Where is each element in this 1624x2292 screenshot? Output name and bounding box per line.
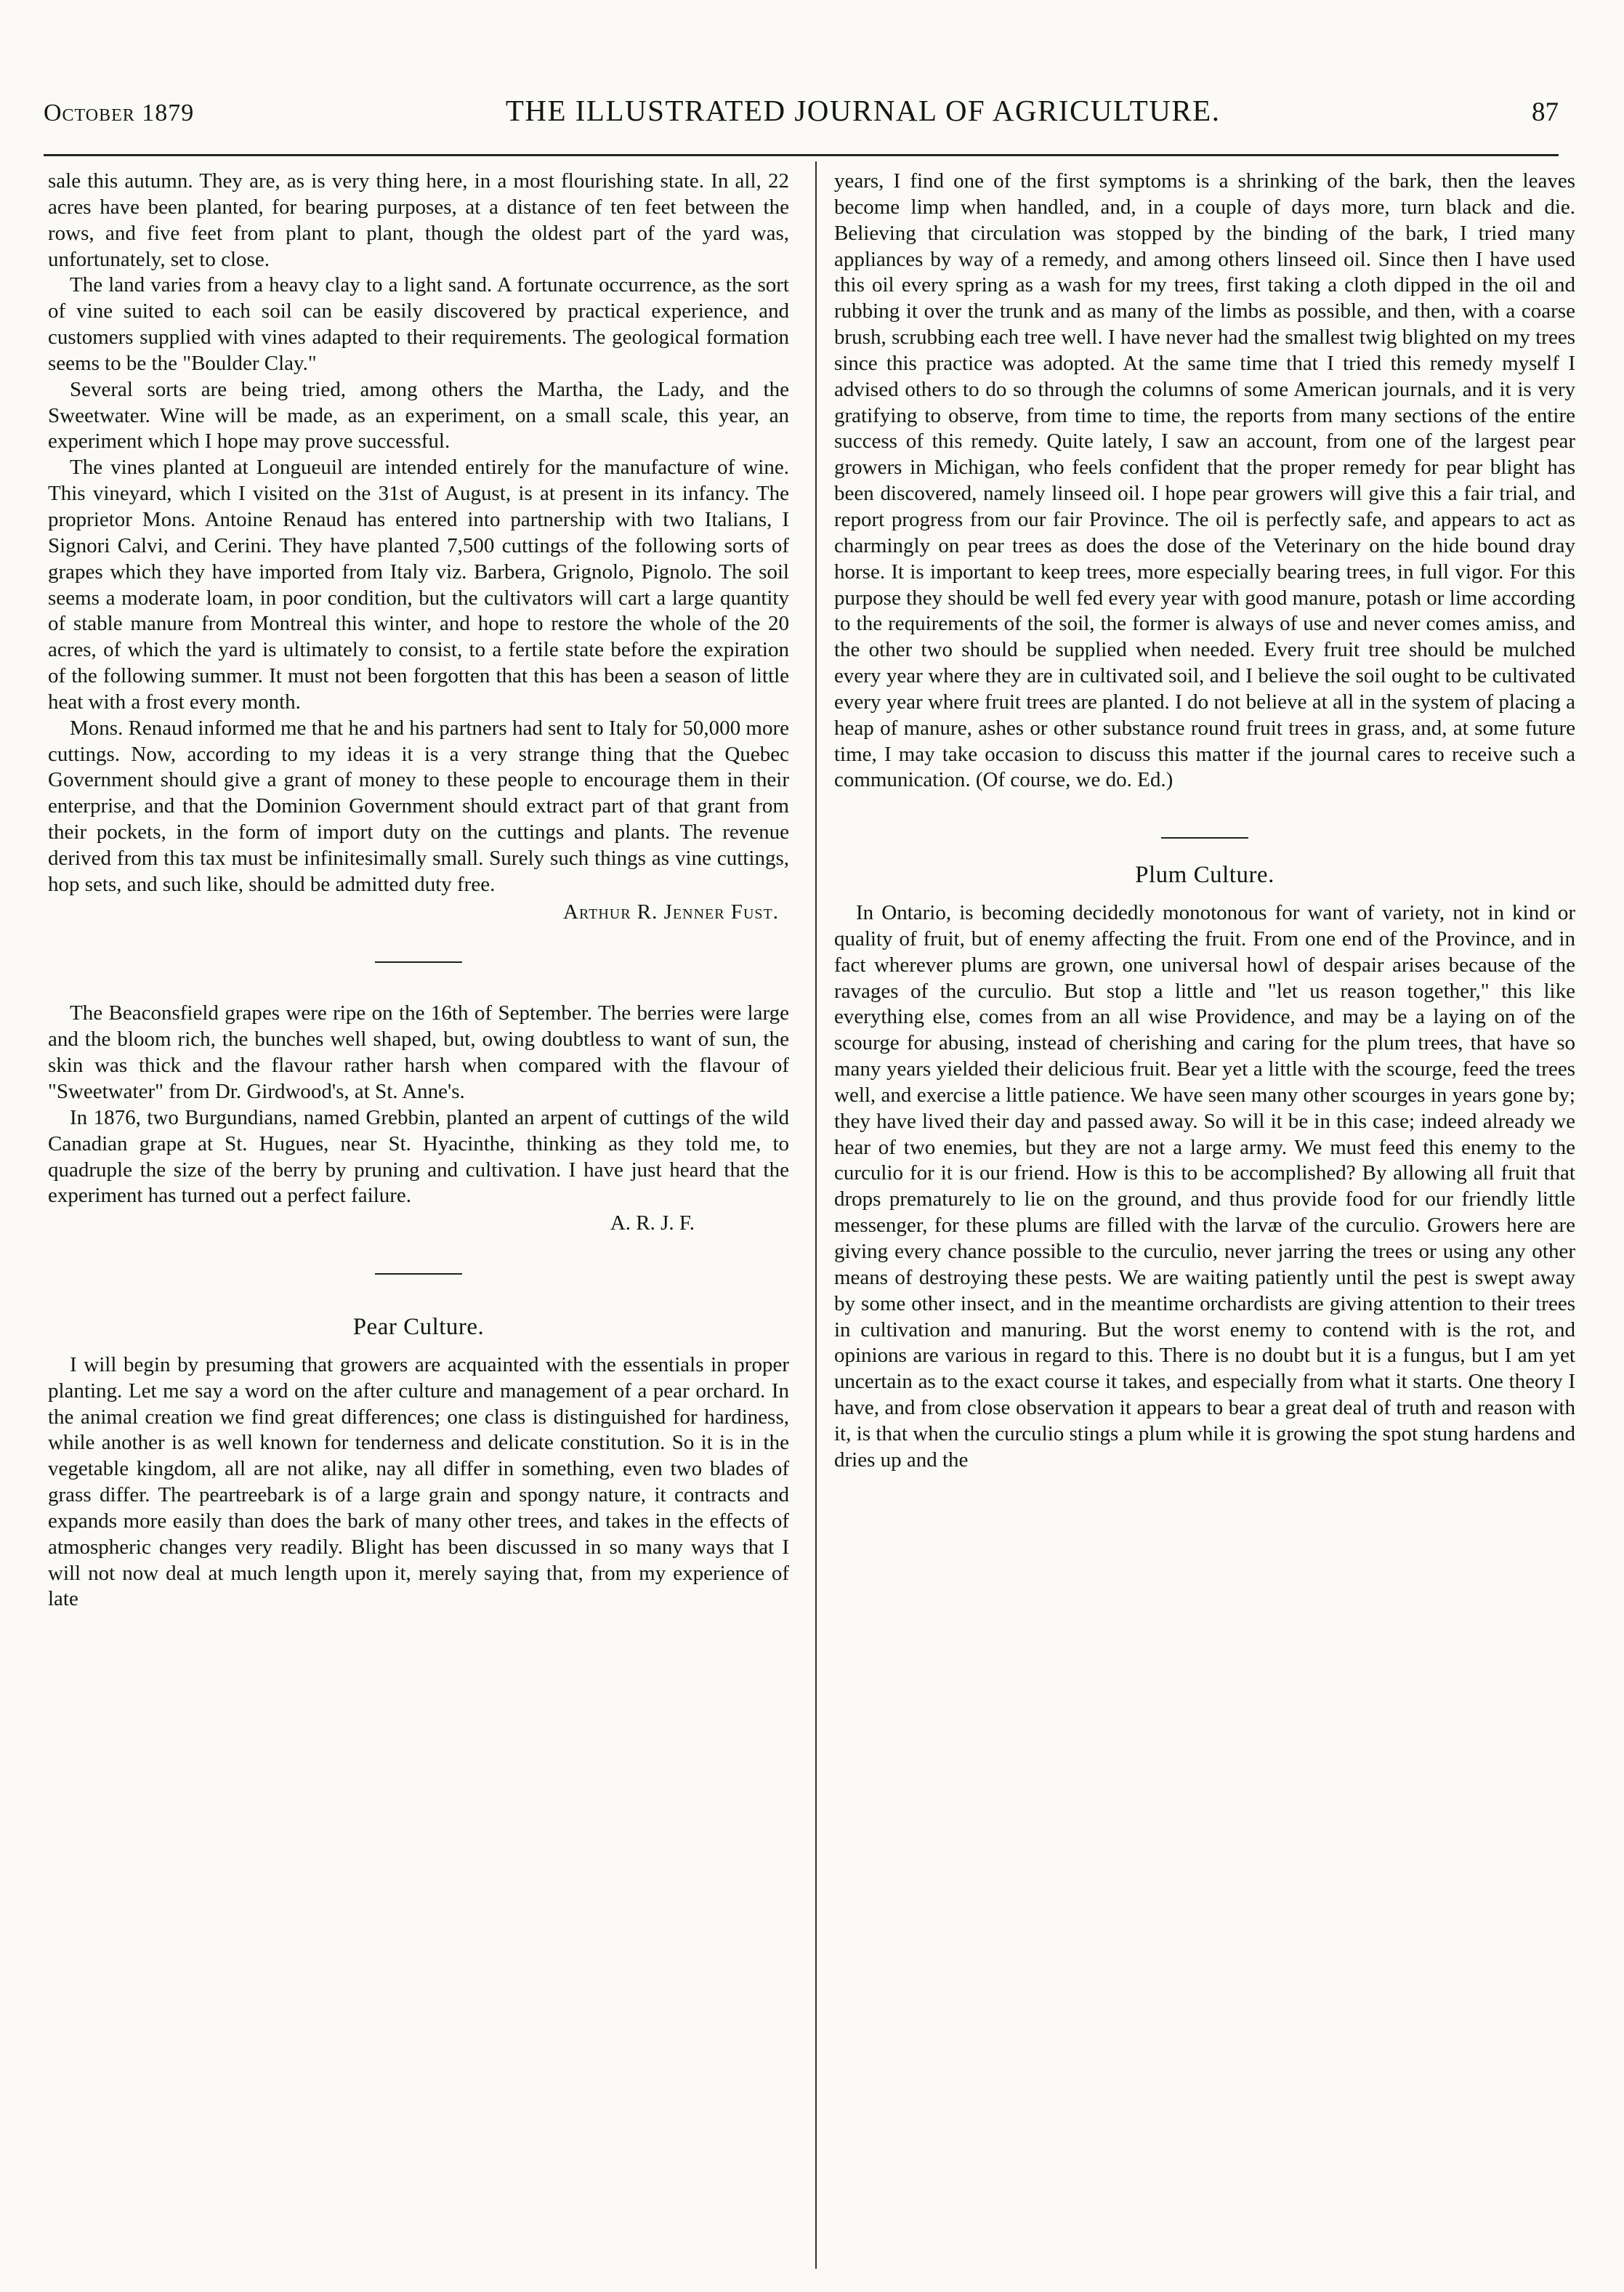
right-column [834, 169, 1575, 2269]
vineyard-paragraph: The land varies from a heavy clay to a light sand. A fortunate occurrence, as the sort of vine suited to each soil can be easily discovered by practical experience, and customers supplied with vines adapted to their requirements. The geological formation seems to be the "Boulder Clay." [48, 273, 789, 375]
pear-paragraph: I will begin by presuming that growers are acquainted with the essentials in proper planting. Let me say a word on the after culture and management of a pear orchard. In the animal creation we find great differences; one class is distinguished for hardiness, while another is as well known for tenderness and delicate constitution. So it is in the vegetable kingdom, all are not alike, nay all differ in something, even two blades of grass differ. The peartreebark is of a large grain and spongy nature, it contracts and expands more easily than does the bark of many other trees, and takes in the effects of atmospheric changes very readily. Blight has been discussed in so many ways that I will not now deal at much length upon it, merely saying that, from my experience of late [48, 1352, 789, 1611]
section-rule [375, 1273, 462, 1275]
grape-note-paragraph: In 1876, two Burgundians, named Grebbin, planted an arpent of cuttings of the wild Canadian grape at St. Hugues, near St. Hyacinthe, thinking as they told me, to quadruple the size of the berry by pruning and cultivation. I have just heard that the experiment has turned out a perfect failure. [48, 1105, 789, 1208]
vineyard-paragraph: Several sorts are being tried, among others the Martha, the Lady, and the Sweetwater. Wine will be made, as an experiment, on a small scale, this year, an experiment which I hope may prove successful. [48, 377, 789, 453]
header-date: October 1879 [44, 100, 195, 126]
pear-paragraph-continued: years, I find one of the first symptoms is a shrinking of the bark, then the leaves become limp when handled, and, in a couple of days more, turn black and die. Believing that circulation was stopped by the binding of the bark, I tried many appliances by way of a remedy, and among others linseed oil. Since then I have used this oil every spring as a wash for my trees, first taking a cloth dipped in the oil and rubbing it over the trunk and as many of the limbs as possible, and then, with a coarse brush, scrubbing each tree well. I have never had the smallest twig blighted on my trees since this practice was adopted. At the same time that I tried this remedy myself I advised others to do so through the columns of some American journals, and it is very gratifying to observe, from time to time, the reports from many sections of the entire success of this remedy. Quite lately, I saw an account, from one of the largest pear growers in Michigan, who feels confident that the proper remedy for pear blight has been discovered, namely linseed oil. I hope pear growers will give this a fair trial, and report progress from our fair Province. The oil is perfectly safe, and appears to act as charmingly on pear trees as does the dose of the Veterinary on the hide bound dray horse. It is important to keep trees, more especially bearing trees, in full vigor. For this purpose they should be well fed every year with good manure, potash or lime according to the requirements of the soil, the former is always of use and never comes amiss, and the other two should be supplied when needed. Every fruit tree should be mulched every year where they are in cultivated soil, and I believe the soil ought to be cultivated every year where fruit trees are planted. I do not believe at all in the system of placing a heap of manure, ashes or other substance round fruit trees in grass, and, at some future time, I may take occasion to discuss this matter if the journal cares to receive such a communication. (Of course, we do. Ed.) [834, 169, 1575, 792]
section-rule [1161, 837, 1248, 839]
grape-note-paragraph: The Beaconsfield grapes were ripe on the 16th of September. The berries were large and the bloom rich, the bunches well shaped, but, owing doubtless to want of sun, the skin was thick and the flavour rather harsh when compared with the flavour of "Sweetwater" from Dr. Girdwood's, at St. Anne's. [48, 1001, 789, 1103]
left-column [48, 169, 789, 2269]
vineyard-paragraph: sale this autumn. They are, as is very thing here, in a most flourishing state. In all, 22 acres have been planted, for bearing purposes, at a distance of ten feet between the rows, and five feet from plant to plant, though the oldest part of the yard was, unfortunately, set to close. [48, 169, 789, 271]
author-signature: Arthur R. Jenner Fust. [563, 900, 779, 924]
page-number: 87 [1532, 97, 1559, 127]
header-rule [44, 154, 1559, 156]
vineyard-paragraph: Mons. Renaud informed me that he and his partners had sent to Italy for 50,000 more cuttings. Now, according to my ideas it is a very strange thing that the Quebec Government should give a grant of money to these people to encourage them in their enterprise, and that the Dominion Government should extract part of that grant from their pockets, in the form of import duty on the cuttings and plants. The revenue derived from this tax must be infinitesimally small. Surely such things as vine cuttings, hop sets, and such like, should be admitted duty free. [48, 716, 789, 896]
plum-culture-heading: Plum Culture. [1135, 862, 1274, 889]
plum-paragraph: In Ontario, is becoming decidedly monotonous for want of variety, not in kind or quality of fruit, but of enemy affecting the fruit. From one end of the Province, and in fact wherever plums are grown, one universal howl of despair arises because of the ravages of the curculio. But stop a little and "let us reason together," this like everything else, comes from an all wise Providence, and may be a laying on of the scourge for abusing, instead of cherishing and caring for the plum trees, that have so many years yielded their delicious fruit. Bear yet a little with the scourge, feed the trees well, and exercise a little patience. We have seen many other scourges in years gone by; they have lived their day and passed away. So will it be in this case; indeed already we hear of two enemies, but they are not a large army. We must feed this enemy to the curculio for it is our friend. How is this to be accomplished? By allowing all fruit that drops prematurely to lie on the ground, and thus provide food for our friendly little messenger, for these plums are filled with the larvæ of the curculio. Growers here are giving every chance possible to the curculio, never jarring the trees or using any other means of destroying these pests. We are waiting patiently until the pest is swept away by some other insect, and in the meantime orchardists are giving attention to their trees in cultivation and manuring. But the worst enemy to contend with is the rot, and opinions are various in regard to this. There is no doubt but it is a fungus, but I am yet uncertain as to the exact course it takes, and especially from what it starts. One theory I have, and from close observation it appears to bear a great deal of truth and reason with it, is that when the curculio stings a plum while it is growing the spot stung hardens and dries up and the [834, 901, 1575, 1472]
pear-culture-heading: Pear Culture. [352, 1314, 485, 1341]
page-header [44, 93, 1559, 144]
journal-title: THE ILLUSTRATED JOURNAL OF AGRICULTURE. [505, 94, 1221, 127]
note-signature: A. R. J. F. [610, 1211, 695, 1235]
section-rule [375, 961, 462, 963]
vineyard-paragraph: The vines planted at Longueuil are intended entirely for the manufacture of wine. This vineyard, which I visited on the 31st of August, is at present in its infancy. The proprietor Mons. Antoine Renaud has entered into partnership with two Italians, I Signori Calvi, and Cerini. They have planted 7,500 cuttings of the following sorts of grapes which they have imported from Italy viz. Barbera, Grignolo, Pignolo. The soil seems a moderate loam, in poor condition, but the cultivators will cart a large quantity of stable manure from Montreal this winter, and hope to restore the whole of the 20 acres, of which the yard is ultimately to consist, to a fertile state before the expiration of the following summer. It must not been forgotten that this has been a season of little heat with a frost every month. [48, 456, 789, 714]
column-divider [815, 161, 817, 2269]
